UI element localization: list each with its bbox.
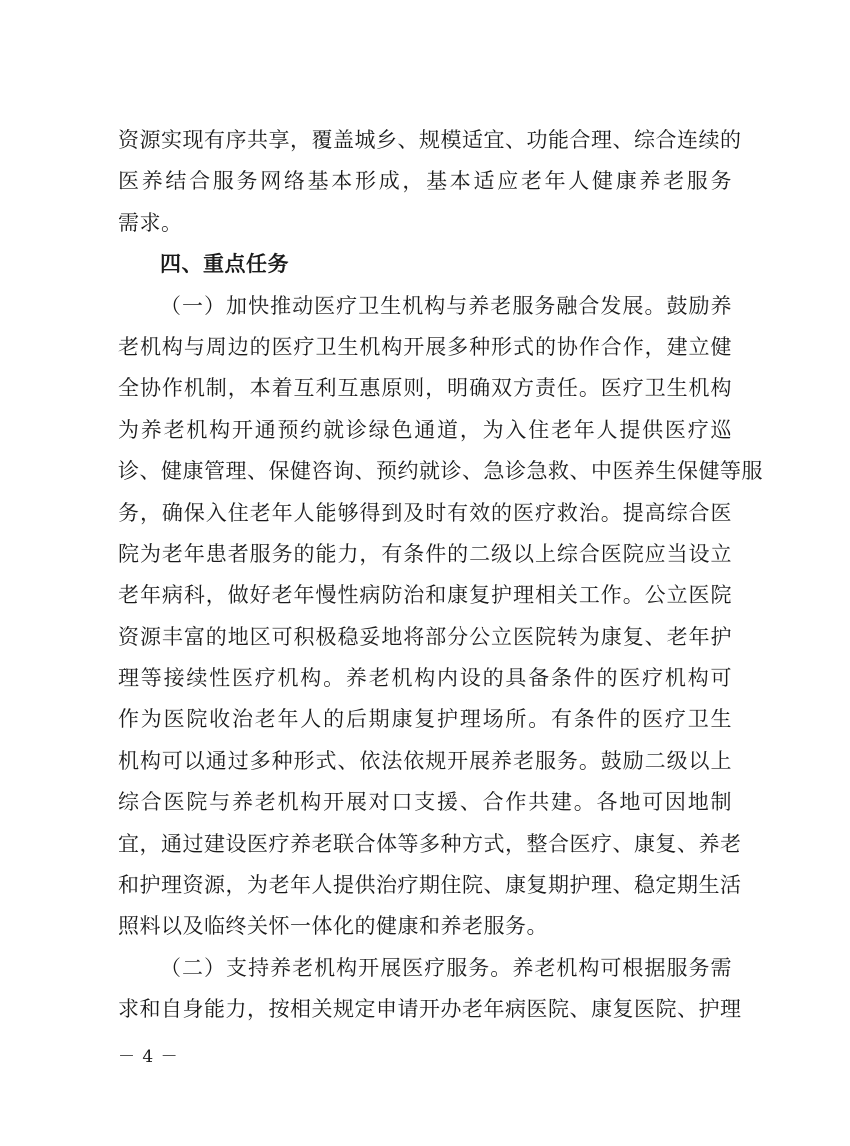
text-line: 老年病科，做好老年慢性病防治和康复护理相关工作。公立医院 bbox=[118, 583, 732, 608]
text-line: 务，确保入住老年人能够得到及时有效的医疗救治。提高综合医 bbox=[118, 500, 732, 525]
text-line: 老机构与周边的医疗卫生机构开展多种形式的协作合作，建立健 bbox=[118, 334, 732, 359]
text-line: 诊、健康管理、保健咨询、预约就诊、急诊急救、中医养生保健等服 bbox=[118, 459, 763, 484]
text-line: 求和自身能力，按相关规定申请开办老年病医院、康复医院、护理 bbox=[118, 997, 742, 1022]
text-line: 作为医院收治老年人的后期康复护理场所。有条件的医疗卫生 bbox=[118, 707, 732, 732]
text-line: 资源丰富的地区可积极稳妥地将部分公立医院转为康复、老年护 bbox=[118, 624, 732, 649]
text-line: 宜，通过建设医疗养老联合体等多种方式，整合医疗、康复、养老 bbox=[118, 831, 742, 856]
section-heading: 四、重点任务 bbox=[160, 252, 289, 277]
text-line: 医养结合服务网络基本形成，基本适应老年人健康养老服务 bbox=[118, 169, 732, 194]
text-line: （一）加快推动医疗卫生机构与养老服务融合发展。鼓励养 bbox=[160, 293, 732, 318]
text-line: 为养老机构开通预约就诊绿色通道，为入住老年人提供医疗巡 bbox=[118, 417, 732, 442]
text-line: 理等接续性医疗机构。养老机构内设的具备条件的医疗机构可 bbox=[118, 666, 732, 691]
body-text bbox=[118, 120, 763, 1031]
text-line: 照料以及临终关怀一体化的健康和养老服务。 bbox=[118, 914, 548, 939]
text-line: 和护理资源，为老年人提供治疗期住院、康复期护理、稳定期生活 bbox=[118, 873, 742, 898]
text-line: （二）支持养老机构开展医疗服务。养老机构可根据服务需 bbox=[160, 955, 732, 980]
text-line: 综合医院与养老机构开展对口支援、合作共建。各地可因地制 bbox=[118, 790, 732, 815]
text-line: 全协作机制，本着互利互惠原则，明确双方责任。医疗卫生机构 bbox=[118, 376, 732, 401]
text-line: 机构可以通过多种形式、依法依规开展养老服务。鼓励二级以上 bbox=[118, 748, 732, 773]
text-line: 院为老年患者服务的能力，有条件的二级以上综合医院应当设立 bbox=[118, 541, 732, 566]
text-line: 需求。 bbox=[118, 210, 183, 235]
page-number: － 4 － bbox=[118, 1047, 179, 1067]
text-line: 资源实现有序共享，覆盖城乡、规模适宜、功能合理、综合连续的 bbox=[118, 128, 742, 152]
